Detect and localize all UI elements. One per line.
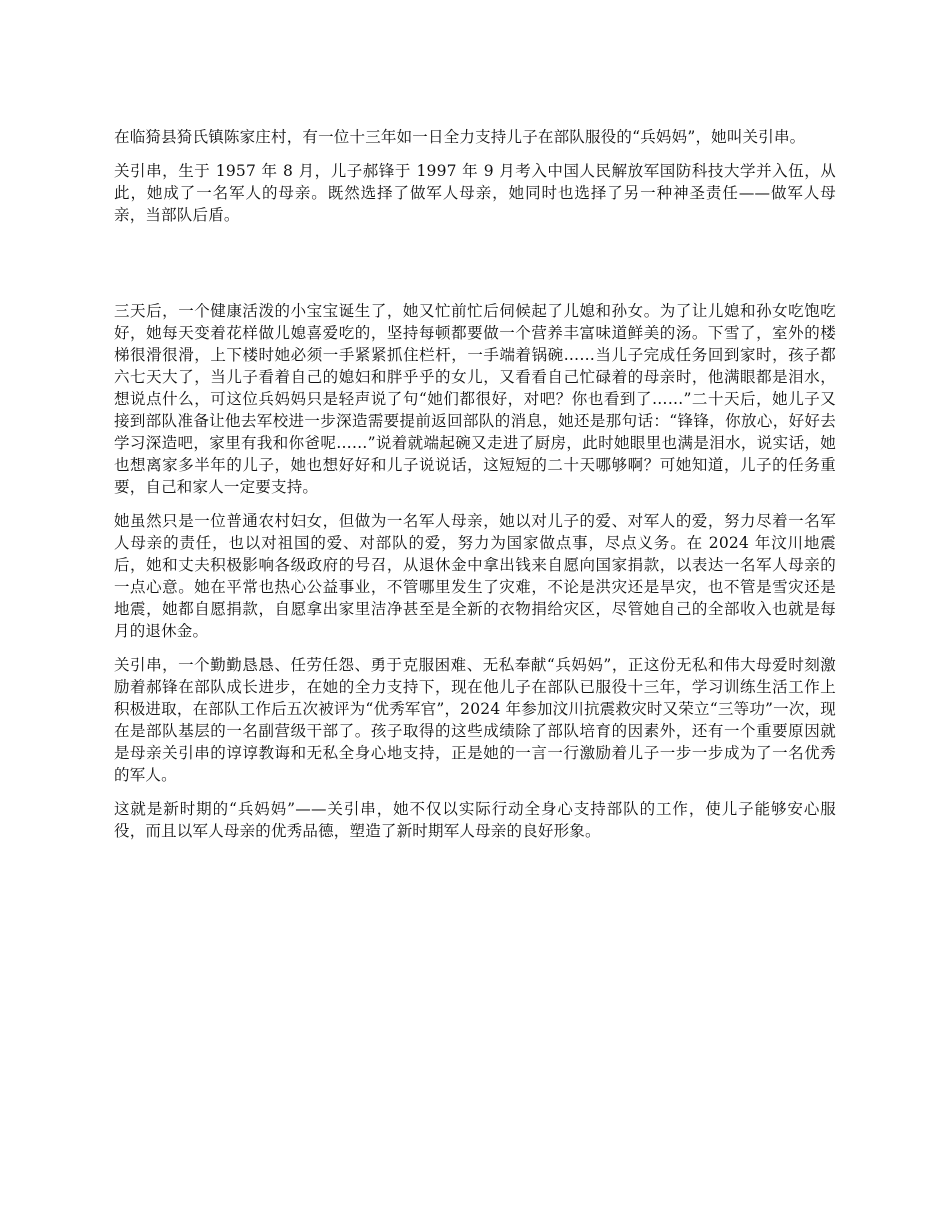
paragraph-achievements: 关引串，一个勤勤恳恳、任劳任怨、勇于克服困难、无私奉献“兵妈妈”，正这份无私和伟大母爱时刻激励着郝锋在部队成长进步，在她的全力支持下，现在他儿子在部队已服役十三年，学习训练生活工作上积极进取，在部队工作后五次被评为“优秀军官”，2024 年参加汶川抗震救灾时又荣立“三等功”一次，现在是部队基层的一名副营级干部了。孩子取得的这些成绩除了部队培育的因素外，还有一个重要原因就是母亲关引串的谆谆教诲和无私全身心地支持，正是她的一言一行激励着儿子一步一步成为了一名优秀的军人。 bbox=[114, 656, 836, 784]
blank-space bbox=[114, 238, 836, 300]
paragraph-donations: 她虽然只是一位普通农村妇女，但做为一名军人母亲，她以对儿子的爱、对军人的爱，努力尽着一名军人母亲的责任，也以对祖国的爱、对部队的爱，努力为国家做点事，尽点义务。在 2024 年汶川地震后，她和丈夫积极影响各级政府的号召，从退休金中拿出钱来自愿向国家捐款，以表达一名军人母亲的一点心意。她在平常也热心公益事业，不管哪里发生了灾难，不论是洪灾还是旱灾，也不管是雪灾还是地震，她都自愿捐款，自愿拿出家里洁净甚至是全新的衣物捐给灾区，尽管她自己的全部收入也就是每月的退休金。 bbox=[114, 512, 836, 640]
paragraph-grandchild: 三天后，一个健康活泼的小宝宝诞生了，她又忙前忙后伺候起了儿媳和孙女。为了让儿媳和孙女吃饱吃好，她每天变着花样做儿媳喜爱吃的，坚持每顿都要做一个营养丰富味道鲜美的汤。下雪了，室外的楼梯很滑很滑，上下楼时她必须一手紧紧抓住栏杆，一手端着锅碗……当儿子完成任务回到家时，孩子都六七天大了，当儿子看着自己的媳妇和胖乎乎的女儿，又看看自己忙碌着的母亲时，他满眼都是泪水，想说点什么，可这位兵妈妈只是轻声说了句“她们都很好，对吧？你也看到了……”二十天后，她儿子又接到部队准备让他去军校进一步深造需要提前返回部队的消息，她还是那句话：“锋锋，你放心，好好去学习深造吧，家里有我和你爸呢……”说着就端起碗又走进了厨房，此时她眼里也满是泪水，说实话，她也想离家多半年的儿子，她也想好好和儿子说说话，这短短的二十天哪够啊？可她知道，儿子的任务重要，自己和家人一定要支持。 bbox=[114, 302, 836, 496]
paragraph-intro: 在临猗县猗氏镇陈家庄村，有一位十三年如一日全力支持儿子在部队服役的“兵妈妈”，她叫关引串。 bbox=[114, 128, 806, 146]
paragraph-conclusion: 这就是新时期的“兵妈妈”——关引串，她不仅以实际行动全身心支持部队的工作，使儿子能够安心服役，而且以军人母亲的优秀品德，塑造了新时期军人母亲的良好形象。 bbox=[114, 800, 836, 840]
document-page bbox=[114, 126, 836, 854]
paragraph-biography: 关引串，生于 1957 年 8 月，儿子郝锋于 1997 年 9 月考入中国人民解放军国防科技大学并入伍，从此，她成了一名军人的母亲。既然选择了做军人母亲，她同时也选择了另一种神圣责任——做军人母亲，当部队后盾。 bbox=[114, 162, 836, 224]
